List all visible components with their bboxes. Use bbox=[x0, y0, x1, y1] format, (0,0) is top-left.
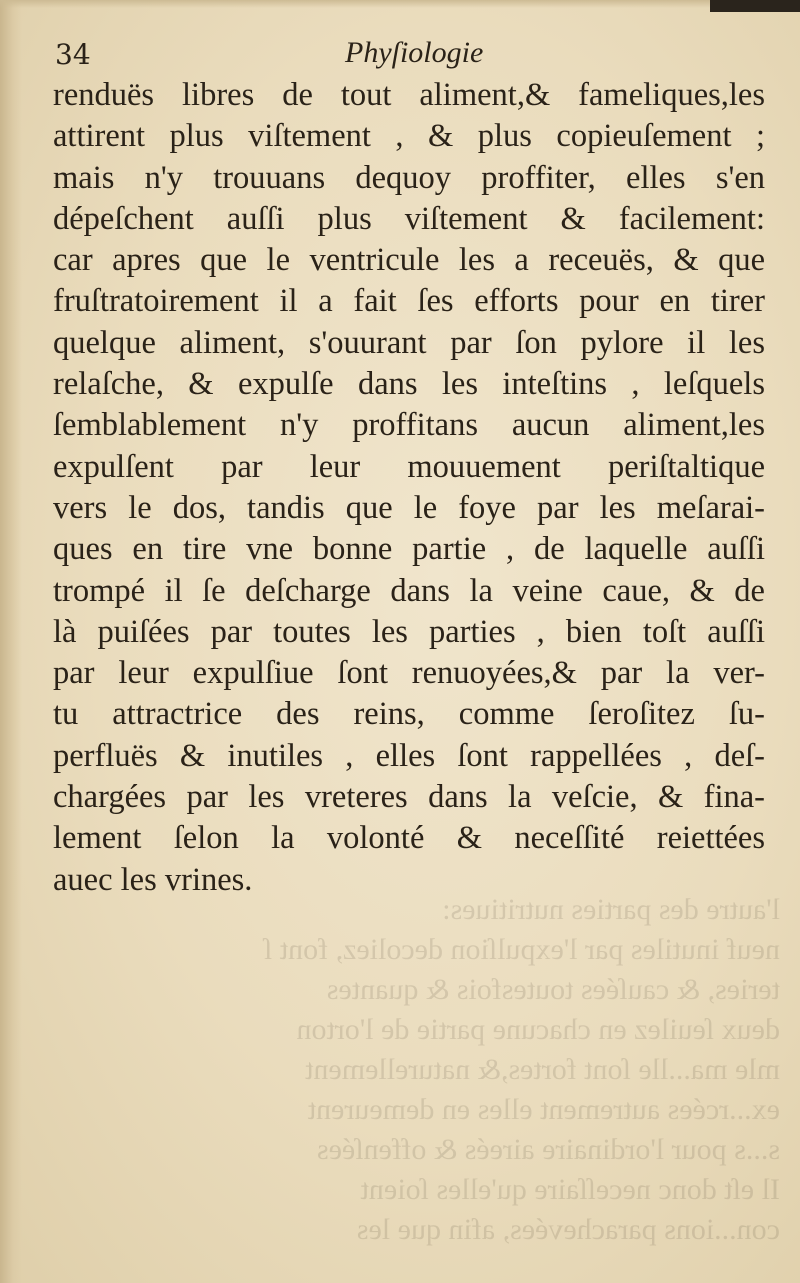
text-line: trompé il ſe deſcharge dans la veine caue, & de bbox=[53, 572, 765, 609]
text-line: vers le dos, tandis que le foye par les meſarai- bbox=[53, 489, 765, 526]
text-line: dépeſchent auſſi plus viſtement & facilement: bbox=[53, 200, 765, 237]
corner-dark-strip bbox=[710, 0, 800, 12]
page-number: 34 bbox=[55, 38, 91, 71]
show-through-ink: l'autre des parties nutritiues: neuf inutiles par l'expulſion decoliez, font ſ teries, & cauſées toutesfois & quantes deux ſeuilez en chacune partie de l'orton mle ma...lle ſont fortes,& naturellement ex...rcées autrement elles en demeurent s...s pour l'ordinaire aireés & offenſées Il eſt donc neceſſaire qu'elles ſoient con...ions parachevées, afin que les bbox=[263, 893, 780, 1246]
text-line-last: auec les vrines. bbox=[53, 861, 253, 898]
text-line: attirent plus viſtement , & plus copieuſement ; bbox=[53, 118, 765, 155]
text-line: perfluës & inutiles , elles ſont rappellées , deſ- bbox=[53, 737, 765, 774]
body-text bbox=[53, 75, 765, 901]
text-line: là puiſées par toutes les parties , bien toſt auſſi bbox=[53, 613, 765, 650]
running-title: Phyſiologie bbox=[345, 36, 484, 69]
text-line: renduës libres de tout aliment,& fameliques,les bbox=[53, 77, 765, 113]
text-line: par leur expulſiue ſont renuoyées,& par la ver- bbox=[53, 655, 765, 692]
page-header bbox=[55, 30, 755, 80]
binding-gutter-shadow bbox=[0, 0, 22, 1283]
text-line: mais n'y trouuans dequoy proffiter, elles s'en bbox=[53, 159, 765, 196]
text-line: fruſtratoirement il a fait ſes efforts pour en tirer bbox=[53, 283, 765, 320]
text-line: lement ſelon la volonté & neceſſité reiettées bbox=[53, 820, 765, 857]
page-top-edge bbox=[0, 0, 800, 8]
text-line: quelque aliment, s'ouurant par ſon pylore il les bbox=[53, 324, 765, 361]
text-line: ſemblablement n'y proffitans aucun aliment,les bbox=[53, 407, 765, 444]
text-line: relaſche, & expulſe dans les inteſtins , leſquels bbox=[53, 366, 765, 403]
text-line: tu attractrice des reins, comme ſeroſitez ſu- bbox=[53, 696, 765, 733]
text-line: chargées par les vreteres dans la veſcie, & fina- bbox=[53, 779, 765, 816]
text-line: ques en tire vne bonne partie , de laquelle auſſi bbox=[53, 531, 765, 568]
text-line: expulſent par leur mouuement periſtaltique bbox=[53, 448, 765, 485]
text-line: car apres que le ventricule les a receuës, & que bbox=[53, 242, 765, 279]
